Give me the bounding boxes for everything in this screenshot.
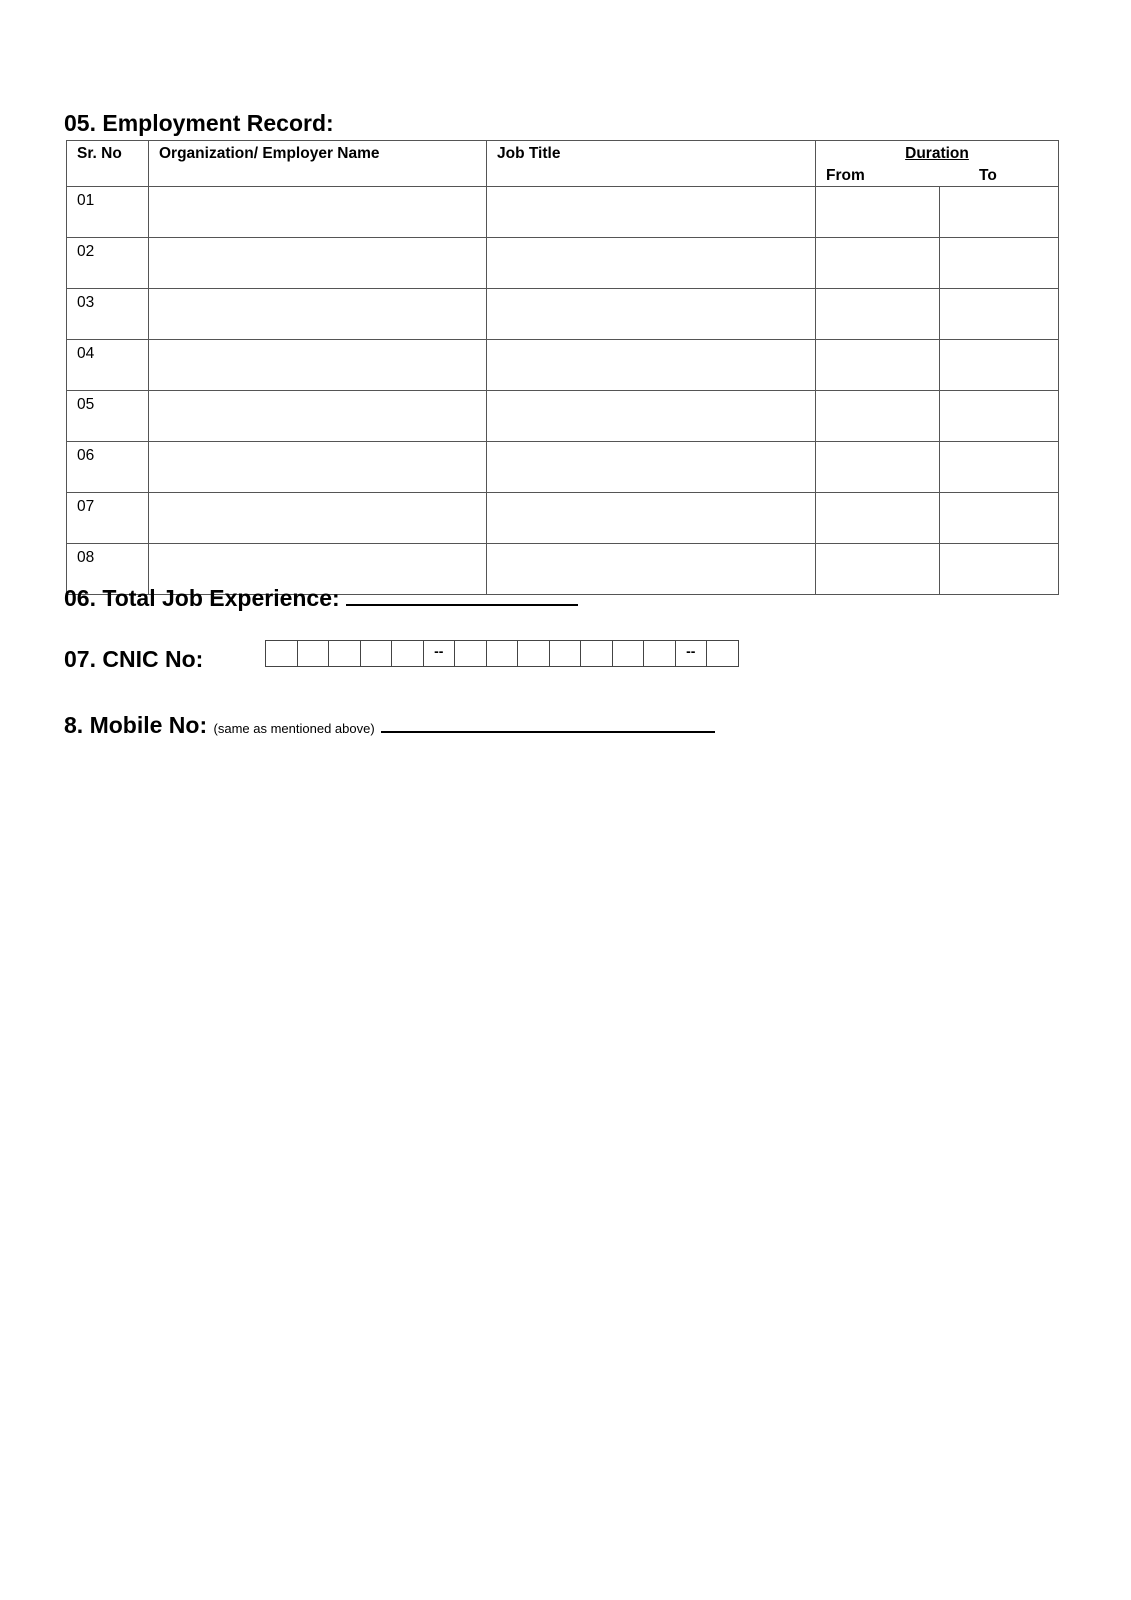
cnic-digit-box: -- [675,640,708,667]
organization-cell[interactable] [149,238,487,289]
organization-cell[interactable] [149,289,487,340]
table-row [67,493,1059,544]
total-experience-title: 06. Total Job Experience: [64,584,578,610]
from-cell[interactable] [816,289,940,340]
mobile-field[interactable] [381,711,715,733]
to-cell[interactable] [940,238,1059,289]
cnic-digit-box[interactable] [486,640,519,667]
cnic-digit-box[interactable] [265,640,298,667]
job-title-cell[interactable] [487,340,816,391]
cnic-digit-box[interactable] [580,640,613,667]
to-cell[interactable] [940,442,1059,493]
from-cell[interactable] [816,238,940,289]
cnic-digit-box: -- [423,640,456,667]
to-cell[interactable] [940,187,1059,238]
to-cell[interactable] [940,493,1059,544]
organization-cell[interactable] [149,493,487,544]
sr-cell: 06 [67,442,149,493]
cnic-digit-box[interactable] [391,640,424,667]
sr-cell: 03 [67,289,149,340]
table-row [67,289,1059,340]
cnic-digit-box[interactable] [612,640,645,667]
header-sr-no: Sr. No [67,141,149,187]
from-cell[interactable] [816,391,940,442]
table-row [67,187,1059,238]
header-job-title: Job Title [487,141,816,187]
mobile-title: 8. Mobile No: (same as mentioned above) [64,711,715,737]
to-cell[interactable] [940,289,1059,340]
duration-label: Duration [905,145,969,162]
sr-cell: 01 [67,187,149,238]
job-title-cell[interactable] [487,442,816,493]
sr-cell: 02 [67,238,149,289]
job-title-cell[interactable] [487,289,816,340]
organization-cell[interactable] [149,340,487,391]
employment-table [66,140,1059,595]
table-row [67,340,1059,391]
organization-cell[interactable] [149,391,487,442]
cnic-digit-box[interactable] [360,640,393,667]
cnic-digit-box[interactable] [328,640,361,667]
sr-cell: 07 [67,493,149,544]
to-cell[interactable] [940,391,1059,442]
cnic-label: 07. CNIC No: [64,646,204,672]
job-title-cell[interactable] [487,238,816,289]
from-cell[interactable] [816,493,940,544]
to-cell[interactable] [940,340,1059,391]
to-cell[interactable] [940,544,1059,595]
header-organization: Organization/ Employer Name [149,141,487,187]
mobile-note: (same as mentioned above) [213,721,375,736]
job-title-cell[interactable] [487,493,816,544]
duration-from-label: From [826,167,865,184]
table-row [67,391,1059,442]
cnic-digit-box[interactable] [517,640,550,667]
cnic-digit-box[interactable] [297,640,330,667]
cnic-digit-box[interactable] [454,640,487,667]
sr-cell: 05 [67,391,149,442]
cnic-digit-box[interactable] [706,640,739,667]
table-row [67,238,1059,289]
table-row [67,442,1059,493]
job-title-cell[interactable] [487,187,816,238]
header-duration [816,141,1059,187]
total-experience-field[interactable] [346,584,578,606]
from-cell[interactable] [816,340,940,391]
sr-cell: 08 [67,544,149,595]
from-cell[interactable] [816,544,940,595]
from-cell[interactable] [816,442,940,493]
from-cell[interactable] [816,187,940,238]
duration-to-label: To [979,167,997,184]
sr-cell: 04 [67,340,149,391]
organization-cell[interactable] [149,187,487,238]
job-title-cell[interactable] [487,391,816,442]
cnic-boxes [266,640,739,667]
organization-cell[interactable] [149,442,487,493]
employment-record-title: 05. Employment Record: [64,110,334,136]
cnic-digit-box[interactable] [643,640,676,667]
cnic-digit-box[interactable] [549,640,582,667]
employment-header-row [67,141,1059,187]
